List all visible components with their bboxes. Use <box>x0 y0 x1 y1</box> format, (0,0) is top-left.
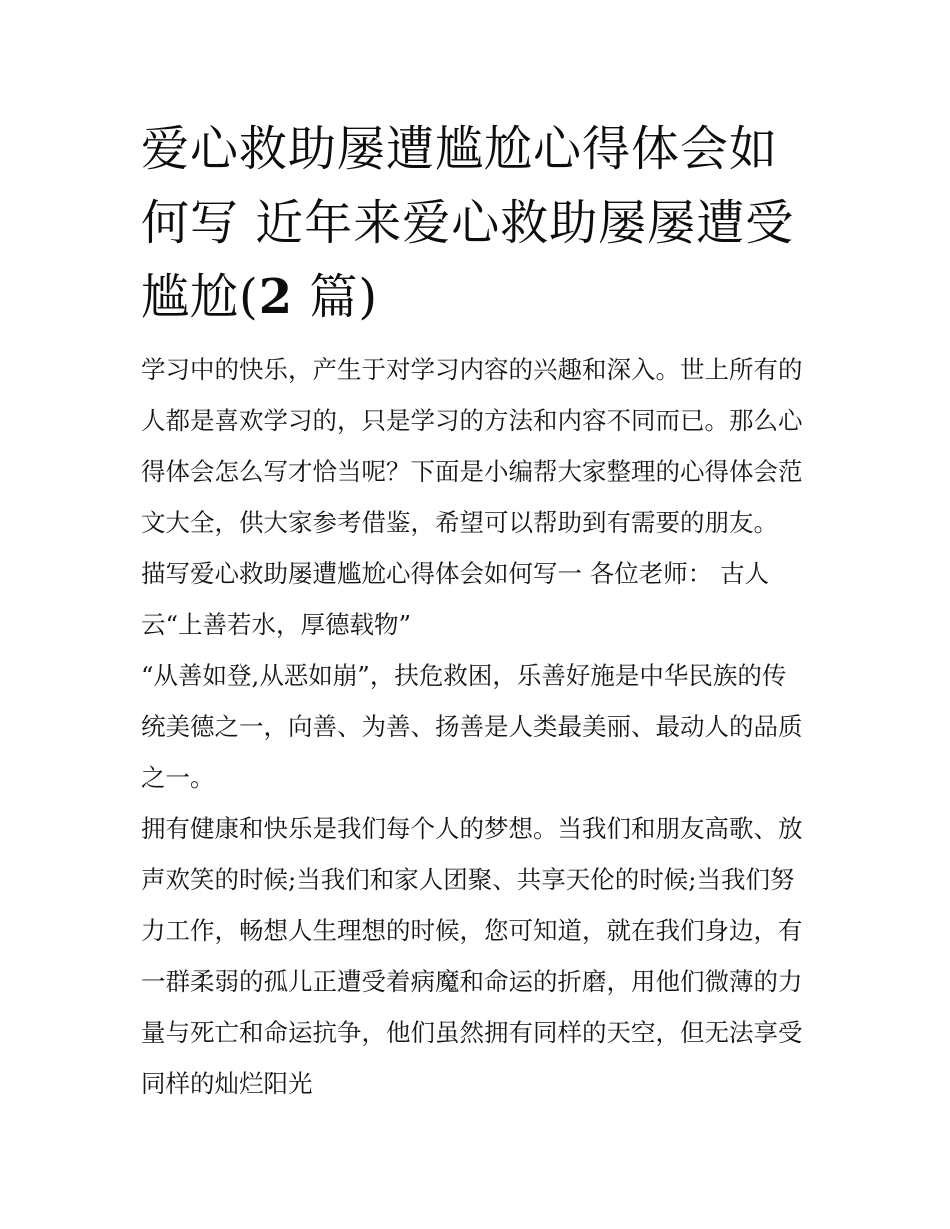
intro-paragraph <box>141 344 813 548</box>
title-count: 2 <box>258 269 294 325</box>
paragraph-line: 力工作，畅想人生理想的时候，您可知道，就在我们身边，有 <box>141 916 803 945</box>
title-line-3-prefix: 尴尬( <box>141 269 259 325</box>
quote-paragraph <box>141 650 813 803</box>
paragraph-line: 之一。 <box>141 763 215 792</box>
paragraph-line: 量与死亡和命运抗争，他们虽然拥有同样的天空，但无法享受 <box>141 1018 803 1047</box>
title-line-3 <box>141 260 813 334</box>
paragraph-line: 人都是喜欢学习的，只是学习的方法和内容不同而已。那么心 <box>141 406 803 435</box>
paragraph-line: 一群柔弱的孤儿正遭受着病魔和命运的折磨，用他们微薄的力 <box>141 967 803 996</box>
title-line-2: 何写 近年来爱心救助屡屡遭受 <box>141 195 795 251</box>
paragraph-line: 拥有健康和快乐是我们每个人的梦想。当我们和朋友高歌、放 <box>141 814 803 843</box>
paragraph-line: 声欢笑的时候;当我们和家人团聚、共享天伦的时候;当我们努 <box>141 865 795 894</box>
body-paragraph <box>141 803 813 1109</box>
title-line-1: 爱心救助屡遭尴尬心得体会如 <box>141 121 779 177</box>
paragraph-line: 统美德之一，向善、为善、扬善是人类最美丽、最动人的品质 <box>141 712 803 741</box>
paragraph-line: 描写爱心救助屡遭尴尬心得体会如何写一 各位老师： 古人 <box>141 559 770 588</box>
section-heading-paragraph <box>141 548 813 650</box>
paragraph-line: 得体会怎么写才恰当呢？下面是小编帮大家整理的心得体会范 <box>141 457 803 486</box>
paragraph-line: “从善如登,从恶如崩”，扶危救困，乐善好施是中华民族的传 <box>141 661 787 690</box>
document-title <box>141 112 813 334</box>
paragraph-line: 学习中的快乐，产生于对学习内容的兴趣和深入。世上所有的 <box>141 355 803 384</box>
paragraph-line: 同样的灿烂阳光 <box>141 1069 313 1098</box>
document-page <box>141 112 813 1109</box>
title-line-3-suffix: 篇) <box>293 269 379 325</box>
paragraph-line: 文大全，供大家参考借鉴，希望可以帮助到有需要的朋友。 <box>141 508 778 537</box>
paragraph-line: 云“上善若水，厚德载物” <box>141 610 412 639</box>
